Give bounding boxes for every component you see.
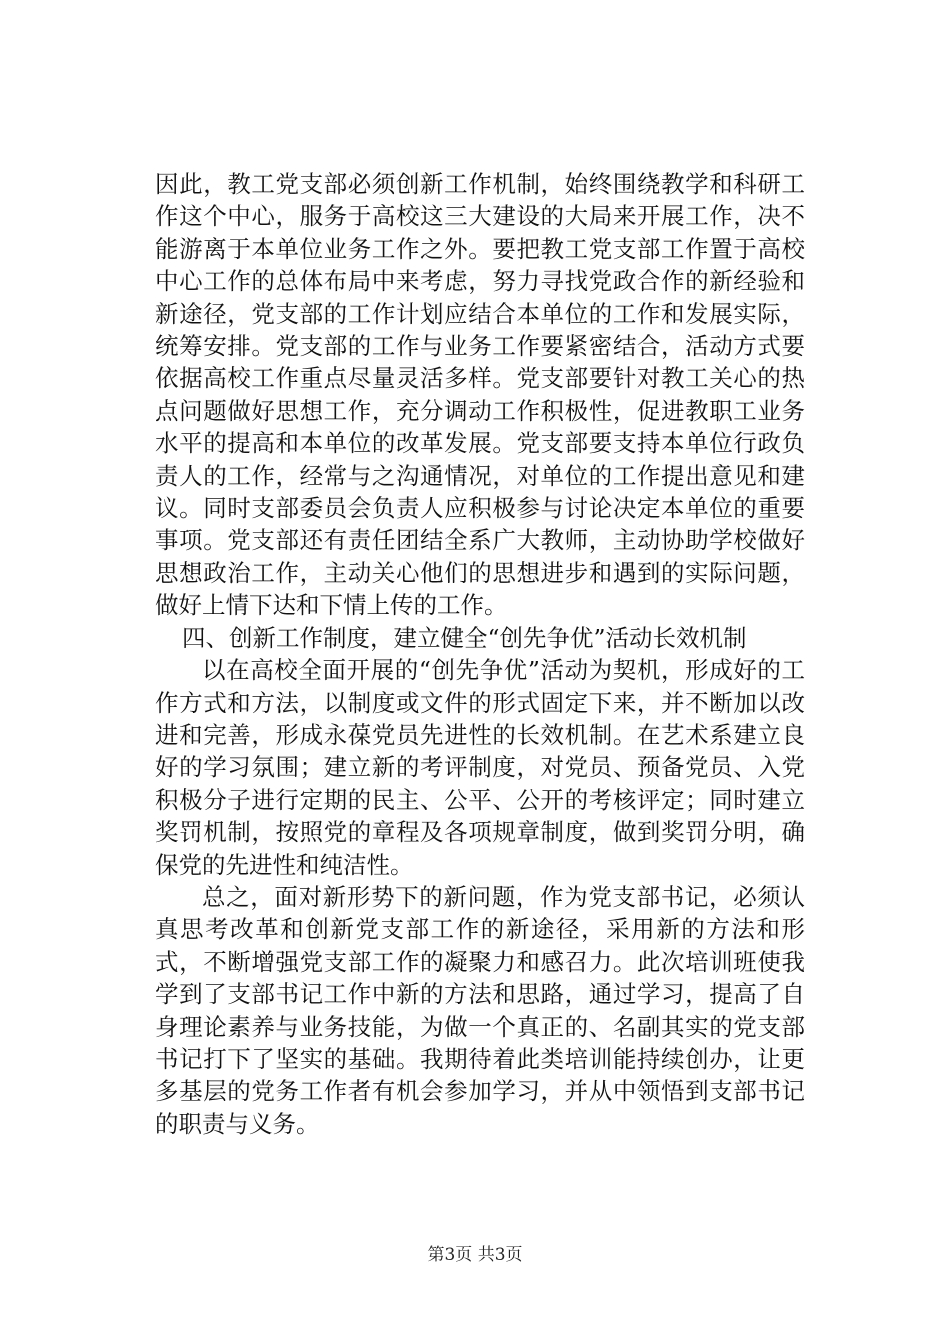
paragraph-conclusion: 总之，面对新形势下的新问题，作为党支部书记，必须认真思考改革和创新党支部工作的新途径，采用新的方法和形式，不断增强党支部工作的凝聚力和感召力。此次培训班使我学到了支部书记工作中新的方法和思路，通过学习，提高了自身理论素养与业务技能，为做一个真正的、名副其实的党支部书记打下了坚实的基础。我期待着此类培训能持续创办，让更多基层的党务工作者有机会参加学习，并从中领悟到支部书记的职责与义务。: [155, 882, 805, 1138]
page-number-footer: 第3页 共3页: [427, 1245, 523, 1265]
paragraph-continuation: 因此，教工党支部必须创新工作机制，始终围绕教学和科研工作这个中心，服务于高校这三大建设的大局来开展工作，决不能游离于本单位业务工作之外。要把教工党支部工作置于高校中心工作的总体布局中来考虑，努力寻找党政合作的新经验和新途径，党支部的工作计划应结合本单位的工作和发展实际，统筹安排。党支部的工作与业务工作要紧密结合，活动方式要依据高校工作重点尽量灵活多样。党支部要针对教工关心的热点问题做好思想工作，充分调动工作积极性，促进教职工业务水平的提高和本单位的改革发展。党支部要支持本单位行政负责人的工作，经常与之沟通情况，对单位的工作提出意见和建议。同时支部委员会负责人应积极参与讨论决定本单位的重要事项。党支部还有责任团结全系广大教师，主动协助学校做好思想政治工作，主动关心他们的思想进步和遇到的实际问题，做好上情下达和下情上传的工作。: [155, 170, 805, 620]
section-heading-4: 四、创新工作制度，建立健全“创先争优”活动长效机制: [182, 623, 747, 652]
document-body: [155, 168, 805, 1140]
paragraph-mechanism: 以在高校全面开展的“创先争优”活动为契机，形成好的工作方式和方法，以制度或文件的形式固定下来，并不断加以改进和完善，形成永葆党员先进性的长效机制。在艺术系建立良好的学习氛围；建立新的考评制度，对党员、预备党员、入党积极分子进行定期的民主、公平、公开的考核评定；同时建立奖罚机制，按照党的章程及各项规章制度，做到奖罚分明，确保党的先进性和纯洁性。: [155, 656, 805, 879]
